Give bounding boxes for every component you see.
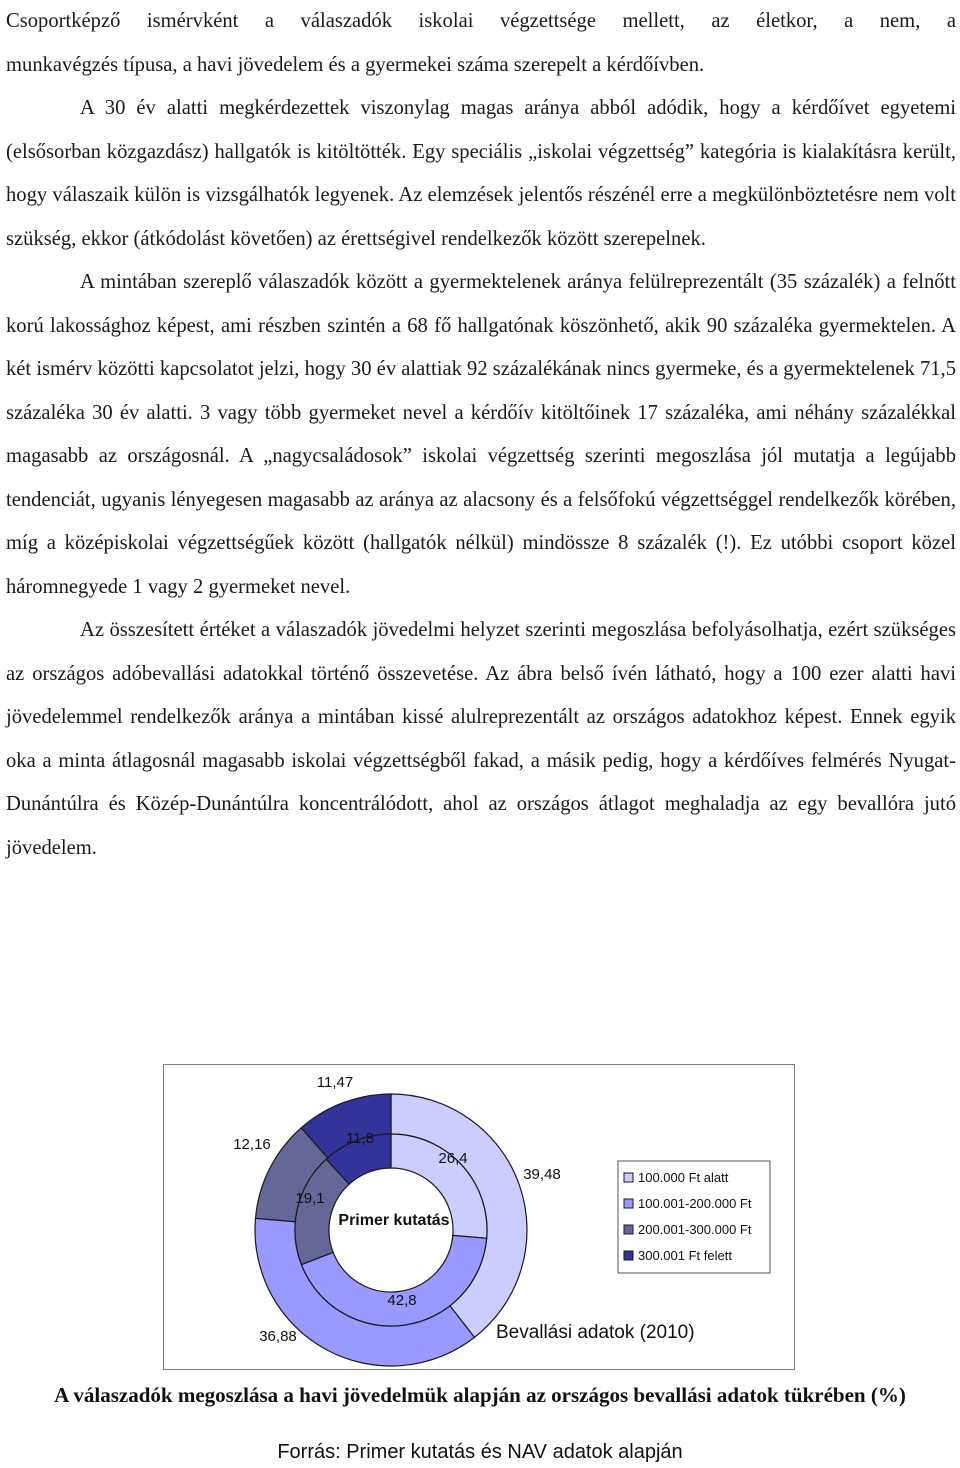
inner-ring-value-label-1: 42,8 (387, 1292, 417, 1309)
outer-ring-value-label-2: 12,16 (233, 1136, 271, 1153)
paragraph-1-line-2: munkavégzés típusa, a havi jövedelem és a gyermekei száma szerepelt a kérdőívben. (6, 53, 705, 76)
inner-ring-value-label-2: 19,1 (295, 1190, 325, 1207)
legend-swatch-2 (624, 1225, 633, 1234)
outer-ring-value-label-0: 39,48 (523, 1166, 561, 1183)
legend-swatch-1 (624, 1199, 633, 1208)
paragraph-1-line-1: Csoportképző ismérvként a válaszadók iskolai végzettsége mellett, az életkor, a nem, a (6, 10, 956, 32)
paragraph-3: A mintában szereplő válaszadók között a gyermektelenek aránya felülreprezentált (35 százalék) a felnőtt korú lakossághoz képest, ami részben szintén a 68 fő hallgatónak köszönhető, akik 90 százaléka gyermektelen. A két ismérv közötti kapcsolatot jelzi, hogy 30 év alattiak 92 százalékának nincs gyermeke, és a gyermektelenek 71,5 százaléka 30 év alatti. 3 vagy több gyermeket nevel a kérdőív kitöltőinek 17 százaléka, ami néhány százalékkal magasabb az országosnál. A „nagycsaládosok” iskolai végzettség szerinti megoszlása jól mutatja a legújabb tendenciát, ugyanis lényegesen magasabb az aránya az alacsony és a felsőfokú végzettséggel rendelkezők körében, míg a középiskolai végzettségűek között (hallgatók nélkül) mindössze 8 százalék (!). Ez utóbbi csoport közel háromnegyede 1 vagy 2 gyermeket nevel. (6, 271, 956, 598)
document-body (6, 0, 956, 870)
legend-swatch-0 (624, 1173, 633, 1182)
inner-ring-value-label-3: 11,8 (345, 1130, 375, 1147)
legend-swatch-3 (624, 1251, 633, 1260)
chart-canvas (164, 1065, 796, 1371)
legend-label-3: 300.001 Ft felett (638, 1248, 732, 1263)
income-donut-chart (163, 1064, 795, 1370)
figure-source: Forrás: Primer kutatás és NAV adatok alapján (277, 1441, 683, 1463)
legend-label-2: 200.001-300.000 Ft (638, 1222, 752, 1237)
legend-label-1: 100.001-200.000 Ft (638, 1196, 752, 1211)
outer-ring-label: Bevallási adatok (2010) (496, 1322, 695, 1343)
inner-ring-value-label-0: 26,4 (438, 1150, 468, 1167)
figure-caption: A válaszadók megoszlása a havi jövedelmük alapján az országos bevallási adatok tükrében (%) (54, 1383, 906, 1407)
paragraph-4: Az összesített értéket a válaszadók jövedelmi helyzet szerinti megoszlása befolyásolhatja, ezért szükséges az országos adóbevallási adatokkal történő összevetése. Az ábra belső ívén látható, hogy a 100 ezer alatti havi jövedelemmel rendelkezők aránya a mintában kissé alulreprezentált az országos adatokhoz képest. Ennek egyik oka a minta átlagosnál magasabb iskolai végzettségből fakad, a másik pedig, hogy a kérdőíves felmérés Nyugat-Dunántúlra és Közép-Dunántúlra koncentrálódott, ahol az országos átlagot meghaladja az egy bevallóra jutó jövedelem. (6, 619, 956, 859)
outer-ring-value-label-1: 36,88 (259, 1328, 297, 1345)
paragraph-2: A 30 év alatti megkérdezettek viszonylag magas aránya abból adódik, hogy a kérdőívet egyetemi (elsősorban közgazdász) hallgatók is kitöltötték. Egy speciális „iskolai végzettség” kategória is kialakításra került, hogy válaszaik külön is vizsgálhatók legyenek. Az elemzések jelentős részénél erre a megkülönböztetésre nem volt szükség, ekkor (átkódolást követően) az érettségivel rendelkezők között szerepelnek. (6, 97, 956, 250)
inner-ring-label: Primer kutatás (338, 1212, 450, 1229)
legend-label-0: 100.000 Ft alatt (638, 1170, 729, 1185)
outer-ring-value-label-3: 11,47 (316, 1074, 354, 1091)
